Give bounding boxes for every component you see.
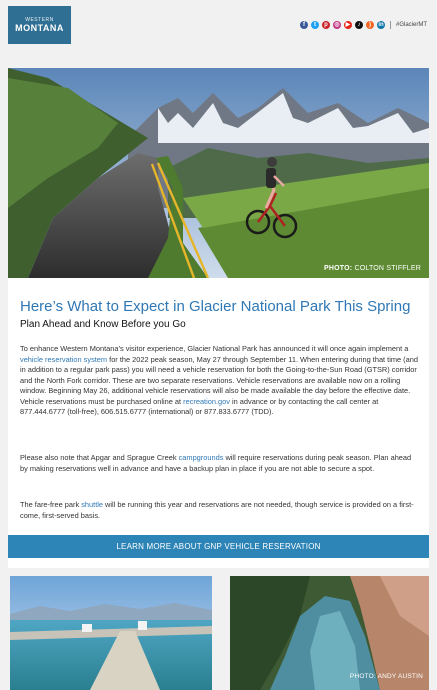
river-photo-credit: PHOTO: ANDY AUSTIN: [349, 673, 423, 680]
credit-label: PHOTO:: [324, 265, 353, 272]
hero-photo-credit: [324, 265, 421, 272]
shuttle-link[interactable]: shuttle: [81, 500, 103, 509]
lake-dock-tile[interactable]: [10, 576, 212, 690]
pinterest-icon[interactable]: p: [322, 21, 330, 29]
linkedin-icon[interactable]: in: [378, 22, 384, 28]
credit-name: COLTON STIFFLER: [354, 265, 421, 272]
article-subtitle: Plan Ahead and Know Before you Go: [20, 319, 186, 330]
lake-dock-photo: [10, 576, 212, 690]
facebook-icon[interactable]: f: [300, 21, 308, 29]
p2-text-a: Please also note that Apgar and Sprague Creek: [20, 453, 179, 462]
youtube-icon[interactable]: ▶: [345, 22, 351, 28]
p1-text-c: in advance or by contacting the call center at 877.444.6777 (toll-free), 606.515.6777 (international) or 877.833.6777 (TDD).: [20, 396, 379, 416]
hashtag-link[interactable]: #GlacierMT: [395, 22, 427, 28]
twitter-icon[interactable]: t: [311, 21, 319, 29]
social-divider: [390, 21, 391, 29]
logo-big-text: MONTANA: [15, 23, 64, 33]
western-montana-logo[interactable]: [8, 6, 71, 44]
header-bar: [0, 0, 437, 60]
logo-small-text: WESTERN: [25, 17, 54, 23]
campgrounds-link[interactable]: campgrounds: [178, 453, 224, 462]
recreation-gov-link[interactable]: recreation.gov: [183, 396, 230, 406]
article-card: [8, 68, 429, 568]
paragraph-shuttle: [20, 500, 418, 521]
instagram-icon[interactable]: ◎: [334, 22, 340, 28]
cyclist-road-photo: [8, 68, 429, 278]
tiktok-icon[interactable]: ♪: [355, 21, 363, 29]
p1-text-a: To enhance Western Montana’s visitor experience, Glacier National Park has announced it will once again implement a: [20, 344, 409, 353]
learn-more-button[interactable]: LEARN MORE ABOUT GNP VEHICLE RESERVATION: [8, 535, 429, 558]
hero-image: [8, 68, 429, 278]
vehicle-reservation-link[interactable]: vehicle reservation system: [20, 354, 108, 364]
social-links: [300, 19, 427, 31]
p3-text-b: will be running this year and reservations are not needed, though service is provided on a first-come, first-served basis.: [20, 500, 414, 520]
paragraph-campgrounds: [20, 453, 418, 474]
p2-text-b: will require reservations during peak season. Plan ahead by making reservations well in advance and have a backup plan in place if you are not able to secure a spot.: [20, 453, 412, 473]
p1-text-b: for the 2022 peak season, May 27 through September 11. When entering during that time (and in addition to a regular park pass) you will need a vehicle reservation for both the Going-to-the-Sun Road (GTSR) corridor and the North Fork corridor. These are two separate reservations. Vehicle reservations are available now on a rolling window. Beginning May 26, additional vehicle reservations will also be made available the day before the effective date. Vehicle reservations must be purchased online at: [20, 354, 418, 406]
river-canyon-tile[interactable]: [230, 576, 429, 690]
paragraph-reservations: [20, 344, 418, 418]
p3-text-a: The fare-free park: [20, 500, 82, 509]
rss-icon[interactable]: ): [366, 21, 374, 29]
article-title[interactable]: Here’s What to Expect in Glacier National Park This Spring: [20, 298, 411, 315]
